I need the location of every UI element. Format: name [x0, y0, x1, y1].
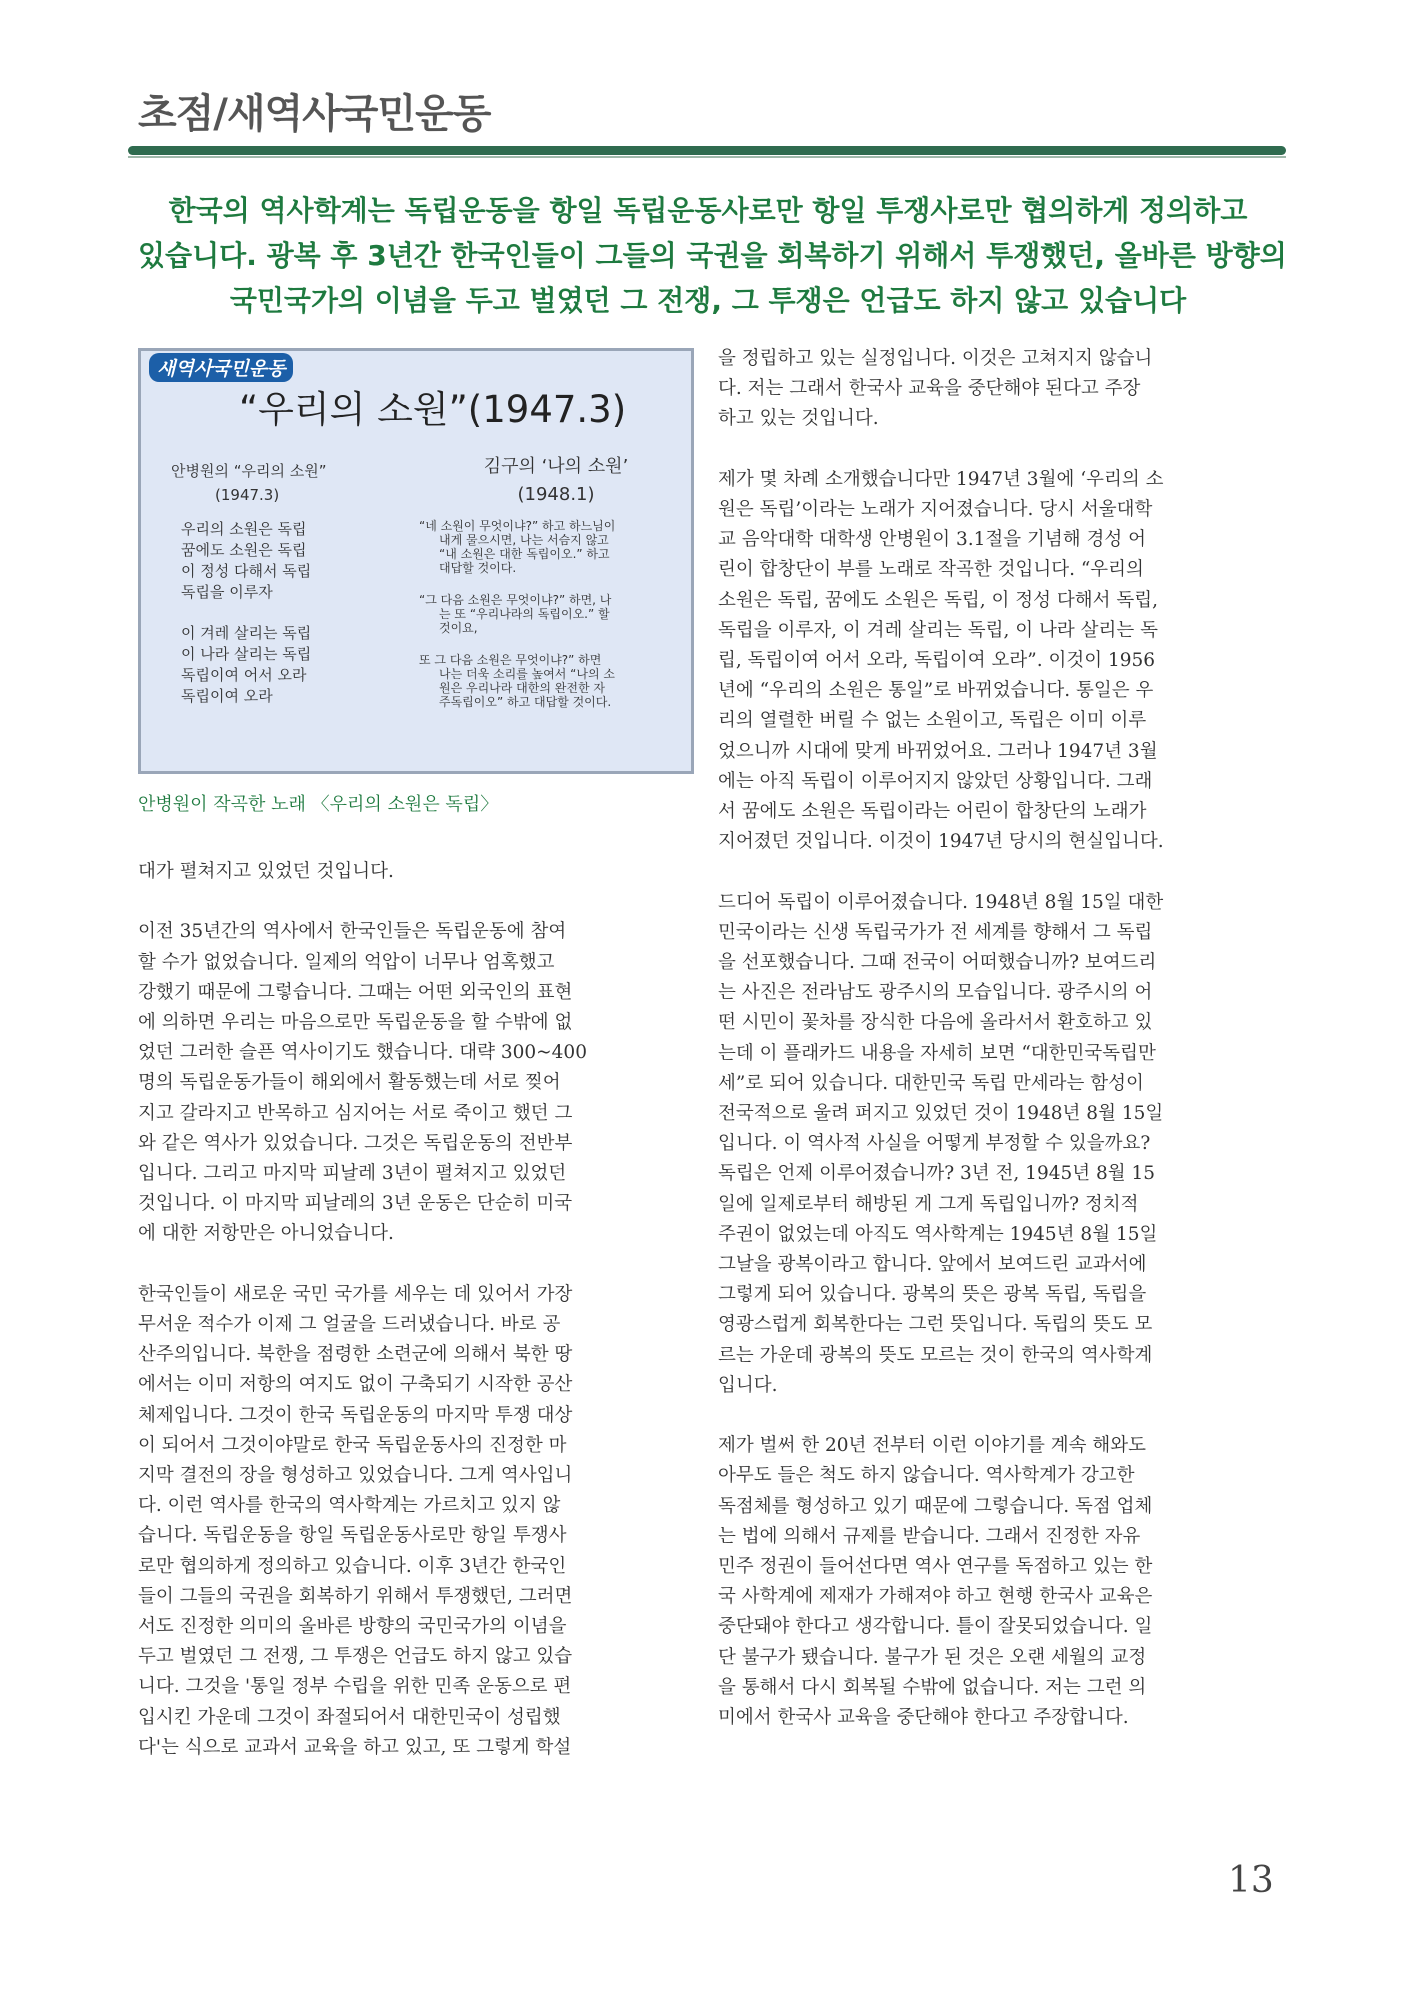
body-line: 립, 독립이여 어서 오라, 독립이여 오라”. 이것이 1956	[718, 650, 1156, 672]
quote-line: 나는 더욱 소리를 높여서 “나의 소	[439, 667, 615, 681]
lyrics-verse	[181, 623, 311, 707]
left-heading: 안병원의 “우리의 소원”	[171, 462, 327, 480]
body-line: 독립은 언제 이루어졌습니까? 3년 전, 1945년 8월 15	[718, 1163, 1156, 1185]
title-rule-thick	[128, 146, 1286, 155]
body-line: 드디어 독립이 이루어졌습니다. 1948년 8월 15일 대한	[718, 891, 1164, 913]
lyric-line: 꿈에도 소원은 독립	[181, 541, 307, 559]
left-column	[138, 857, 587, 1763]
paragraph-gap	[138, 887, 587, 917]
body-line: 하고 있는 것입니다.	[718, 408, 879, 430]
body-line: 두고 벌였던 그 전쟁, 그 투쟁은 언급도 하지 않고 있습	[138, 1646, 573, 1668]
body-line: 다. 저는 그래서 한국사 교육을 중단해야 된다고 주장	[718, 378, 1141, 400]
right-quotes	[419, 519, 615, 727]
body-line: 다. 이런 역사를 한국의 역사학계는 가르치고 있지 않	[138, 1495, 561, 1517]
body-line: 단 불구가 됐습니다. 불구가 된 것은 오랜 세월의 교정	[718, 1646, 1147, 1668]
right-heading: 김구의 ‘나의 소원’	[483, 456, 629, 477]
body-line: 강했기 때문에 그렇습니다. 그때는 어떤 외국인의 표현	[138, 981, 573, 1003]
body-line: 에서는 이미 저항의 여지도 없이 구축되기 시작한 공산	[138, 1374, 573, 1396]
body-line: 영광스럽게 회복한다는 그런 뜻입니다. 독립의 뜻도 모	[718, 1314, 1153, 1336]
body-line: 아무도 들은 척도 하지 않습니다. 역사학계가 강고한	[718, 1465, 1135, 1487]
paragraph-gap	[718, 435, 1164, 465]
headline-line: 한국의 역사학계는 독립운동을 항일 독립운동사로만 항일 투쟁사로만 협의하게 정의하고	[168, 194, 1248, 227]
body-line: 지막 결전의 장을 형성하고 있었습니다. 그게 역사입니	[138, 1465, 573, 1487]
quote-line: 것이요,	[439, 621, 478, 635]
body-line: 는데 이 플래카드 내용을 자세히 보면 “대한민국독립만	[718, 1042, 1156, 1064]
body-line: 소원은 독립, 꿈에도 소원은 독립, 이 정성 다해서 독립,	[718, 589, 1158, 611]
body-line: 을 정립하고 있는 실정입니다. 이것은 고쳐지지 않습니	[718, 348, 1153, 369]
body-line: 는 법에 의해서 규제를 받습니다. 그래서 진정한 자유	[718, 1525, 1141, 1547]
lyric-line: 이 나라 살리는 독립	[181, 645, 312, 663]
title-rule	[128, 146, 1286, 158]
left-lyrics	[181, 519, 311, 727]
body-line: 전국적으로 울려 퍼지고 있었던 것이 1948년 8월 15일	[718, 1103, 1164, 1125]
figure-caption: 안병원이 작곡한 노래 〈우리의 소원은 독립〉	[138, 794, 499, 815]
lyrics-verse	[181, 519, 311, 603]
body-line: 린이 합창단이 부를 노래로 작곡한 것입니다. “우리의	[718, 559, 1144, 581]
left-heading-block	[171, 459, 327, 507]
body-line: 무서운 적수가 이제 그 얼굴을 드러냈습니다. 바로 공	[138, 1314, 561, 1336]
paragraph-gap	[718, 1401, 1164, 1431]
quote-paragraph	[419, 653, 615, 709]
body-line: 에 대한 저항만은 아니었습니다.	[138, 1223, 394, 1245]
right-date: (1948.1)	[517, 484, 595, 505]
body-line: 주권이 없었는데 아직도 역사학계는 1945년 8월 15일	[718, 1223, 1158, 1245]
figure-badge: 새역사국민운동	[149, 353, 293, 382]
body-line: 그날을 광복이라고 합니다. 앞에서 보여드린 교과서에	[718, 1254, 1147, 1276]
body-line: 와 같은 역사가 있었습니다. 그것은 독립운동의 전반부	[138, 1132, 573, 1154]
body-line: 것입니다. 이 마지막 피날레의 3년 운동은 단순히 미국	[138, 1193, 573, 1215]
right-heading-block	[451, 453, 661, 509]
quote-line: “네 소원이 무엇이냐?” 하고 하느님이	[419, 519, 616, 533]
body-line: 로만 협의하게 정의하고 있습니다. 이후 3년간 한국인	[138, 1555, 567, 1577]
body-line: 입시킨 가운데 그것이 좌절되어서 대한민국이 성립했	[138, 1706, 561, 1728]
right-column	[718, 344, 1164, 1733]
body-line: 산주의입니다. 북한을 점령한 소련군에 의해서 북한 땅	[138, 1344, 573, 1366]
body-line: 원은 독립’이라는 노래가 지어졌습니다. 당시 서울대학	[718, 499, 1153, 520]
quote-line: “그 다음 소원은 무엇이냐?” 하면, 나	[419, 593, 612, 607]
body-line: 이전 35년간의 역사에서 한국인들은 독립운동에 참여	[138, 921, 567, 943]
quote-line: 대답할 것이다.	[439, 561, 517, 575]
body-line: 입니다.	[718, 1374, 778, 1396]
body-line: 제가 벌써 한 20년 전부터 이런 이야기를 계속 해와도	[718, 1435, 1147, 1457]
body-line: 제가 몇 차례 소개했습니다만 1947년 3월에 ‘우리의 소	[718, 468, 1164, 490]
body-line: 국 사학계에 제재가 가해져야 하고 현행 한국사 교육은	[718, 1586, 1153, 1608]
lyric-line: 우리의 소원은 독립	[181, 520, 307, 538]
headline-line: 국민국가의 이념을 두고 벌였던 그 전쟁, 그 투쟁은 언급도 하지 않고 있습니다	[229, 284, 1187, 317]
body-line: 독립을 이루자, 이 겨레 살리는 독립, 이 나라 살리는 독	[718, 619, 1158, 641]
body-line: 는 사진은 전라남도 광주시의 모습입니다. 광주시의 어	[718, 982, 1153, 1004]
body-line: 체제입니다. 그것이 한국 독립운동의 마지막 투쟁 대상	[138, 1404, 573, 1426]
body-line: 이 되어서 그것이야말로 한국 독립운동사의 진정한 마	[138, 1434, 567, 1456]
page-number: 13	[1228, 1860, 1274, 1901]
body-line: 민국이라는 신생 독립국가가 전 세계를 향해서 그 독립	[718, 921, 1153, 943]
body-line: 년에 “우리의 소원은 통일”로 바뀌었습니다. 통일은 우	[718, 680, 1154, 702]
body-line: 니다. 그것을 '통일 정부 수립을 위한 민족 운동으로 편	[138, 1676, 572, 1698]
body-line: 교 음악대학 대학생 안병원이 3.1절을 기념해 경성 어	[718, 529, 1147, 551]
body-line: 한국인들이 새로운 국민 국가를 세우는 데 있어서 가장	[138, 1283, 573, 1305]
lyric-line: 독립이여 어서 오라	[181, 666, 307, 684]
body-line: 었던 그러한 슬픈 역사이기도 했습니다. 대략 300~400	[138, 1042, 587, 1064]
paragraph-gap	[718, 857, 1164, 887]
body-line: 할 수가 없었습니다. 일제의 억압이 너무나 엄혹했고	[138, 951, 555, 973]
figure-title: “우리의 소원”(1947.3)	[239, 388, 627, 431]
body-line: 그렇게 되어 있습니다. 광복의 뜻은 광복 독립, 독립을	[718, 1284, 1147, 1306]
body-line: 입니다. 이 역사적 사실을 어떻게 부정할 수 있을까요?	[718, 1133, 1151, 1155]
headline	[138, 188, 1287, 323]
body-line: 일에 일제로부터 해방된 게 그게 독립입니까? 정치적	[718, 1193, 1139, 1215]
body-line: 서도 진정한 의미의 올바른 방향의 국민국가의 이념을	[138, 1616, 567, 1638]
body-line: 중단돼야 한다고 생각합니다. 틀이 잘못되었습니다. 일	[718, 1616, 1153, 1638]
body-line: 다'는 식으로 교과서 교육을 하고 있고, 또 그렇게 학설	[138, 1736, 572, 1758]
song-figure	[138, 348, 694, 774]
body-line: 에는 아직 독립이 이루어지지 않았던 상황입니다. 그래	[718, 770, 1153, 792]
body-line: 에 의하면 우리는 마음으로만 독립운동을 할 수밖에 없	[138, 1012, 573, 1033]
quote-line: 또 그 다음 소원은 무엇이냐?” 하면	[419, 653, 602, 667]
paragraph-gap	[138, 1250, 587, 1280]
body-line: 대가 펼쳐지고 있었던 것입니다.	[138, 861, 394, 882]
quote-line: 는 또 “우리나라의 독립이오.” 할	[439, 607, 610, 621]
body-line: 을 통해서 다시 회복될 수밖에 없습니다. 저는 그런 의	[718, 1676, 1147, 1698]
body-line: 었으니까 시대에 맞게 바뀌었어요. 그러나 1947년 3월	[718, 740, 1158, 762]
body-line: 세”로 되어 있습니다. 대한민국 독립 만세라는 함성이	[718, 1072, 1144, 1094]
body-line: 들이 그들의 국권을 회복하기 위해서 투쟁했던, 그러면	[138, 1585, 573, 1607]
lyric-line: 독립이여 오라	[181, 687, 273, 705]
headline-line: 있습니다. 광복 후 3년간 한국인들이 그들의 국권을 회복하기 위해서 투쟁했던, 올바른 방향의	[138, 239, 1287, 272]
body-line: 리의 열렬한 버릴 수 없는 소원이고, 독립은 이미 이루	[718, 710, 1147, 732]
body-line: 습니다. 독립운동을 항일 독립운동사로만 항일 투쟁사	[138, 1525, 567, 1547]
body-line: 지고 갈라지고 반목하고 심지어는 서로 죽이고 했던 그	[138, 1102, 573, 1124]
body-line: 미에서 한국사 교육을 중단해야 한다고 주장합니다.	[718, 1707, 1129, 1729]
body-line: 르는 가운데 광복의 뜻도 모르는 것이 한국의 역사학계	[718, 1344, 1153, 1366]
body-line: 명의 독립운동가들이 해외에서 활동했는데 서로 찢어	[138, 1072, 561, 1094]
quote-paragraph	[419, 593, 615, 635]
section-title: 초점/새역사국민운동	[138, 91, 491, 137]
body-line: 독점체를 형성하고 있기 때문에 그렇습니다. 독점 업체	[718, 1495, 1153, 1517]
title-rule-thin	[128, 156, 1286, 158]
lyric-line: 이 정성 다해서 독립	[181, 562, 312, 580]
quote-line: 원은 우리나라 대한의 완전한 자	[439, 681, 605, 695]
lyric-line: 독립을 이루자	[181, 583, 273, 601]
left-date: (1947.3)	[215, 486, 280, 504]
body-line: 을 선포했습니다. 그때 전국이 어떠했습니까? 보여드리	[718, 952, 1157, 974]
lyric-line: 이 겨레 살리는 독립	[181, 624, 312, 642]
body-line: 떤 시민이 꽃차를 장식한 다음에 올라서서 환호하고 있	[718, 1012, 1153, 1034]
body-line: 입니다. 그리고 마지막 피날레 3년이 펼쳐지고 있었던	[138, 1163, 567, 1185]
quote-paragraph	[419, 519, 615, 575]
body-line: 민주 정권이 들어선다면 역사 연구를 독점하고 있는 한	[718, 1556, 1153, 1578]
quote-line: 내게 물으시면, 나는 서슴지 않고	[439, 533, 609, 547]
quote-line: “내 소원은 대한 독립이오.” 하고	[439, 547, 610, 561]
body-line: 지어졌던 것입니다. 이것이 1947년 당시의 현실입니다.	[718, 831, 1164, 853]
body-line: 서 꿈에도 소원은 독립이라는 어린이 합창단의 노래가	[718, 801, 1147, 823]
quote-line: 주독립이오” 하고 대답할 것이다.	[439, 695, 612, 709]
